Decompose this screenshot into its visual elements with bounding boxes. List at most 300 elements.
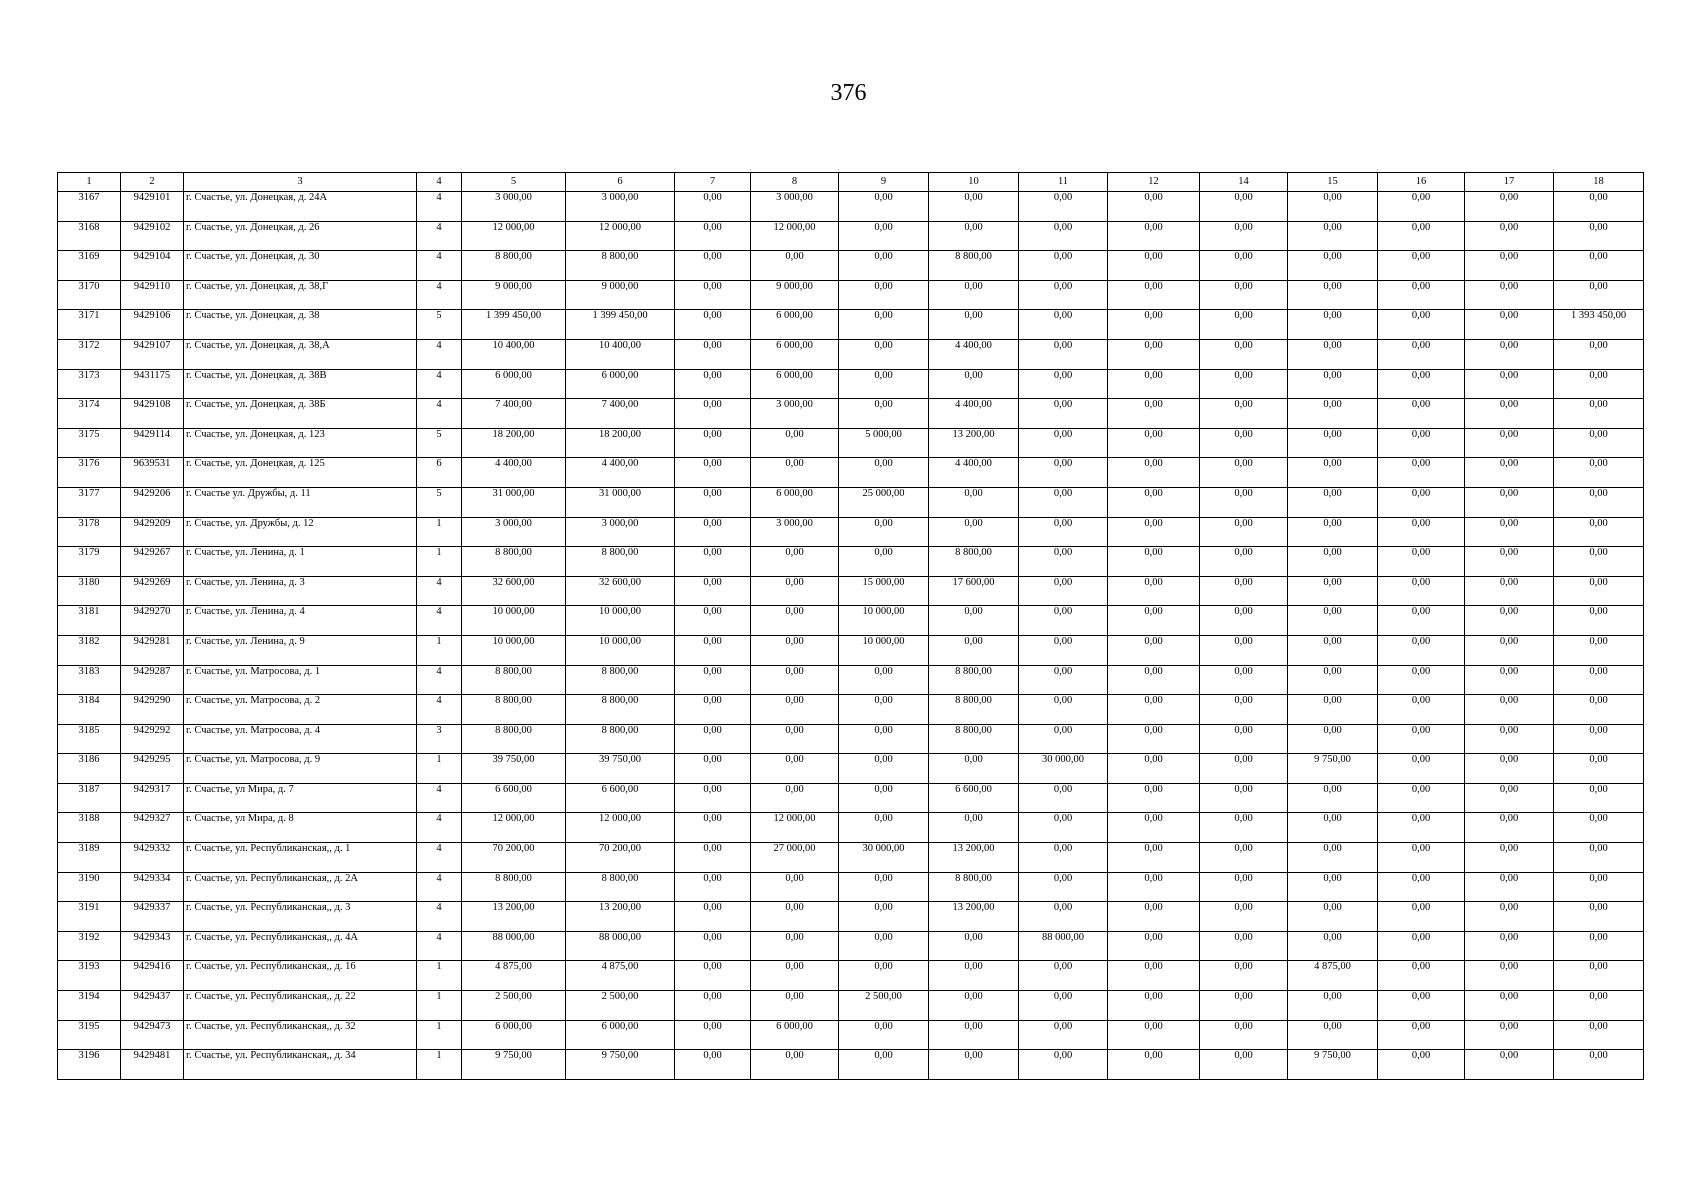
table-cell: 0,00 [751, 724, 839, 754]
table-cell: 8 800,00 [566, 251, 675, 281]
table-cell: 88 000,00 [566, 931, 675, 961]
table-cell: 17 600,00 [929, 576, 1019, 606]
table-cell: 9429206 [121, 487, 184, 517]
address-cell: г. Счастье ул. Дружбы, д. 11 [184, 487, 417, 517]
table-cell: 1 [417, 991, 462, 1021]
table-cell: 3171 [58, 310, 121, 340]
table-cell: 6 600,00 [462, 783, 566, 813]
table-cell: 0,00 [675, 221, 751, 251]
table-cell: 0,00 [1288, 695, 1378, 725]
table-cell: 0,00 [839, 665, 929, 695]
table-row [58, 843, 1644, 873]
table-cell: 0,00 [1465, 724, 1554, 754]
table-cell: 3168 [58, 221, 121, 251]
table-cell: 0,00 [1288, 369, 1378, 399]
table-body [58, 192, 1644, 1080]
table-cell: 0,00 [1200, 813, 1288, 843]
table-cell: 0,00 [929, 1050, 1019, 1080]
table-cell: 0,00 [675, 310, 751, 340]
address-cell: г. Счастье, ул. Ленина, д. 1 [184, 547, 417, 577]
table-cell: 3170 [58, 280, 121, 310]
table-cell: 6 600,00 [566, 783, 675, 813]
table-cell: 2 500,00 [462, 991, 566, 1021]
table-cell: 9429343 [121, 931, 184, 961]
table-row [58, 902, 1644, 932]
table-cell: 0,00 [751, 606, 839, 636]
table-cell: 4 400,00 [462, 458, 566, 488]
table-cell: 0,00 [929, 754, 1019, 784]
table-cell: 0,00 [1108, 310, 1200, 340]
table-cell: 0,00 [1378, 665, 1465, 695]
table-cell: 0,00 [929, 369, 1019, 399]
table-cell: 0,00 [1200, 1050, 1288, 1080]
table-cell: 0,00 [1019, 1020, 1108, 1050]
table-cell: 9 750,00 [462, 1050, 566, 1080]
table-header [58, 173, 1644, 192]
table-cell: 0,00 [1465, 1020, 1554, 1050]
table-cell: 4 [417, 280, 462, 310]
table-cell: 8 800,00 [929, 724, 1019, 754]
table-cell: 0,00 [1378, 310, 1465, 340]
table-cell: 0,00 [1554, 428, 1644, 458]
table-cell: 3186 [58, 754, 121, 784]
table-cell: 0,00 [1019, 606, 1108, 636]
table-cell: 0,00 [1378, 399, 1465, 429]
table-cell: 6 000,00 [751, 339, 839, 369]
table-cell: 4 [417, 872, 462, 902]
table-cell: 25 000,00 [839, 487, 929, 517]
address-cell: г. Счастье, ул. Республиканская,, д. 4А [184, 931, 417, 961]
table-cell: 3 000,00 [462, 517, 566, 547]
table-cell: 0,00 [839, 369, 929, 399]
table-cell: 0,00 [1554, 280, 1644, 310]
table-cell: 0,00 [751, 931, 839, 961]
header-row [58, 173, 1644, 192]
table-cell: 0,00 [1019, 724, 1108, 754]
table-cell: 0,00 [1108, 695, 1200, 725]
table-cell: 0,00 [1288, 547, 1378, 577]
column-header: 4 [417, 173, 462, 192]
table-cell: 0,00 [1554, 547, 1644, 577]
table-cell: 8 800,00 [929, 665, 1019, 695]
table-cell: 0,00 [1200, 872, 1288, 902]
table-cell: 0,00 [1378, 1050, 1465, 1080]
table-cell: 0,00 [1378, 843, 1465, 873]
table-cell: 0,00 [1465, 665, 1554, 695]
table-cell: 3 000,00 [462, 192, 566, 222]
table-cell: 0,00 [675, 606, 751, 636]
table-cell: 0,00 [1108, 1050, 1200, 1080]
table-cell: 0,00 [1554, 221, 1644, 251]
table-cell: 0,00 [1465, 606, 1554, 636]
table-row [58, 547, 1644, 577]
table-cell: 4 [417, 813, 462, 843]
table-cell: 12 000,00 [566, 813, 675, 843]
table-cell: 13 200,00 [929, 843, 1019, 873]
table-cell: 0,00 [675, 783, 751, 813]
table-cell: 0,00 [751, 695, 839, 725]
table-cell: 9 750,00 [1288, 754, 1378, 784]
table-cell: 0,00 [675, 517, 751, 547]
table-cell: 3194 [58, 991, 121, 1021]
table-cell: 0,00 [1019, 872, 1108, 902]
table-cell: 0,00 [1554, 251, 1644, 281]
table-cell: 4 [417, 369, 462, 399]
table-row [58, 251, 1644, 281]
table-cell: 0,00 [1108, 961, 1200, 991]
table-cell: 9 000,00 [751, 280, 839, 310]
table-cell: 0,00 [839, 724, 929, 754]
column-header: 18 [1554, 173, 1644, 192]
table-cell: 9429110 [121, 280, 184, 310]
table-cell: 0,00 [1465, 428, 1554, 458]
table-cell: 0,00 [1465, 192, 1554, 222]
table-cell: 3190 [58, 872, 121, 902]
table-row [58, 1050, 1644, 1080]
table-row [58, 310, 1644, 340]
table-cell: 0,00 [1288, 783, 1378, 813]
table-cell: 0,00 [1200, 961, 1288, 991]
table-cell: 9 000,00 [566, 280, 675, 310]
table-cell: 1 [417, 961, 462, 991]
table-cell: 0,00 [1019, 399, 1108, 429]
table-cell: 0,00 [1288, 487, 1378, 517]
table-cell: 6 000,00 [566, 369, 675, 399]
table-cell: 6 000,00 [566, 1020, 675, 1050]
table-cell: 6 000,00 [751, 1020, 839, 1050]
table-cell: 0,00 [1554, 931, 1644, 961]
table-cell: 0,00 [929, 991, 1019, 1021]
table-cell: 0,00 [675, 192, 751, 222]
table-cell: 4 400,00 [929, 399, 1019, 429]
table-cell: 4 [417, 576, 462, 606]
table-cell: 0,00 [1019, 902, 1108, 932]
table-cell: 0,00 [675, 872, 751, 902]
table-cell: 0,00 [1465, 1050, 1554, 1080]
column-header: 6 [566, 173, 675, 192]
address-cell: г. Счастье, ул. Ленина, д. 9 [184, 635, 417, 665]
table-cell: 0,00 [1554, 1020, 1644, 1050]
table-cell: 88 000,00 [462, 931, 566, 961]
table-cell: 30 000,00 [839, 843, 929, 873]
table-cell: 9 000,00 [462, 280, 566, 310]
table-cell: 0,00 [675, 576, 751, 606]
table-cell: 9429108 [121, 399, 184, 429]
table-cell: 0,00 [1108, 547, 1200, 577]
table-row [58, 576, 1644, 606]
table-cell: 1 [417, 1020, 462, 1050]
table-cell: 0,00 [1200, 931, 1288, 961]
table-cell: 0,00 [1200, 843, 1288, 873]
table-row [58, 280, 1644, 310]
table-cell: 0,00 [839, 1020, 929, 1050]
table-cell: 18 200,00 [566, 428, 675, 458]
table-cell: 4 400,00 [929, 458, 1019, 488]
table-cell: 3188 [58, 813, 121, 843]
table-cell: 0,00 [1554, 843, 1644, 873]
table-cell: 0,00 [1019, 487, 1108, 517]
table-cell: 0,00 [1554, 369, 1644, 399]
table-cell: 5 000,00 [839, 428, 929, 458]
table-cell: 0,00 [751, 576, 839, 606]
table-cell: 5 [417, 428, 462, 458]
table-cell: 0,00 [1465, 221, 1554, 251]
table-cell: 3 000,00 [751, 192, 839, 222]
table-cell: 0,00 [1288, 902, 1378, 932]
table-cell: 0,00 [1288, 192, 1378, 222]
table-cell: 12 000,00 [462, 221, 566, 251]
table-cell: 0,00 [1554, 339, 1644, 369]
table-cell: 3 [417, 724, 462, 754]
table-cell: 3169 [58, 251, 121, 281]
table-cell: 0,00 [929, 280, 1019, 310]
table-cell: 0,00 [1465, 369, 1554, 399]
table-cell: 0,00 [1200, 695, 1288, 725]
table-cell: 1 393 450,00 [1554, 310, 1644, 340]
table-row [58, 665, 1644, 695]
table-cell: 8 800,00 [462, 724, 566, 754]
address-cell: г. Счастье, ул. Республиканская,, д. 34 [184, 1050, 417, 1080]
table-cell: 0,00 [1200, 783, 1288, 813]
table-cell: 0,00 [929, 813, 1019, 843]
table-cell: 0,00 [1108, 606, 1200, 636]
table-cell: 6 000,00 [751, 310, 839, 340]
table-cell: 0,00 [839, 813, 929, 843]
table-cell: 0,00 [675, 665, 751, 695]
table-cell: 3175 [58, 428, 121, 458]
table-cell: 0,00 [1378, 902, 1465, 932]
table-cell: 0,00 [1019, 251, 1108, 281]
table-cell: 0,00 [1019, 695, 1108, 725]
table-cell: 0,00 [675, 695, 751, 725]
table-cell: 3174 [58, 399, 121, 429]
table-cell: 9429102 [121, 221, 184, 251]
table-cell: 0,00 [1554, 754, 1644, 784]
address-cell: г. Счастье, ул. Матросова, д. 1 [184, 665, 417, 695]
table-cell: 0,00 [1465, 487, 1554, 517]
address-cell: г. Счастье, ул. Донецкая, д. 38,Г [184, 280, 417, 310]
table-cell: 8 800,00 [566, 547, 675, 577]
table-cell: 0,00 [1378, 517, 1465, 547]
table-cell: 0,00 [1465, 754, 1554, 784]
table-cell: 0,00 [1465, 280, 1554, 310]
table-cell: 10 400,00 [566, 339, 675, 369]
table-cell: 0,00 [1108, 872, 1200, 902]
table-cell: 0,00 [1288, 843, 1378, 873]
table-cell: 0,00 [1288, 280, 1378, 310]
table-cell: 0,00 [1378, 695, 1465, 725]
table-cell: 0,00 [839, 961, 929, 991]
table-cell: 3 000,00 [566, 517, 675, 547]
table-cell: 0,00 [839, 872, 929, 902]
table-cell: 31 000,00 [566, 487, 675, 517]
table-cell: 0,00 [1288, 399, 1378, 429]
table-cell: 3179 [58, 547, 121, 577]
table-row [58, 695, 1644, 725]
table-cell: 0,00 [751, 458, 839, 488]
table-cell: 0,00 [1108, 754, 1200, 784]
column-header: 15 [1288, 173, 1378, 192]
table-cell: 3176 [58, 458, 121, 488]
table-cell: 3189 [58, 843, 121, 873]
table-cell: 0,00 [751, 635, 839, 665]
table-cell: 0,00 [1019, 339, 1108, 369]
table-cell: 8 800,00 [462, 695, 566, 725]
table-row [58, 339, 1644, 369]
table-cell: 0,00 [1378, 1020, 1465, 1050]
table-cell: 0,00 [1554, 458, 1644, 488]
table-cell: 8 800,00 [566, 872, 675, 902]
table-cell: 0,00 [929, 931, 1019, 961]
address-cell: г. Счастье, ул. Республиканская,, д. 2А [184, 872, 417, 902]
table-cell: 3173 [58, 369, 121, 399]
table-cell: 0,00 [1288, 576, 1378, 606]
table-cell: 13 200,00 [566, 902, 675, 932]
address-cell: г. Счастье, ул. Республиканская,, д. 1 [184, 843, 417, 873]
table-row [58, 458, 1644, 488]
table-cell: 9429327 [121, 813, 184, 843]
address-cell: г. Счастье, ул. Республиканская,, д. 16 [184, 961, 417, 991]
table-row [58, 961, 1644, 991]
table-cell: 0,00 [1019, 665, 1108, 695]
table-cell: 0,00 [839, 310, 929, 340]
table-cell: 9639531 [121, 458, 184, 488]
table-cell: 13 200,00 [929, 428, 1019, 458]
table-cell: 9429101 [121, 192, 184, 222]
table-cell: 0,00 [1019, 1050, 1108, 1080]
table-cell: 0,00 [1108, 251, 1200, 281]
table-cell: 0,00 [1108, 902, 1200, 932]
table-row [58, 428, 1644, 458]
table-cell: 31 000,00 [462, 487, 566, 517]
address-cell: г. Счастье, ул. Донецкая, д. 123 [184, 428, 417, 458]
table-cell: 0,00 [1378, 369, 1465, 399]
column-header: 8 [751, 173, 839, 192]
table-cell: 3167 [58, 192, 121, 222]
table-cell: 4 875,00 [1288, 961, 1378, 991]
table-cell: 0,00 [839, 1050, 929, 1080]
table-cell: 0,00 [675, 280, 751, 310]
table-cell: 0,00 [1200, 517, 1288, 547]
table-cell: 0,00 [1378, 576, 1465, 606]
table-cell: 9429290 [121, 695, 184, 725]
table-cell: 0,00 [1019, 428, 1108, 458]
table-cell: 9429473 [121, 1020, 184, 1050]
table-cell: 0,00 [1465, 872, 1554, 902]
table-cell: 0,00 [1554, 192, 1644, 222]
table-cell: 9429104 [121, 251, 184, 281]
table-cell: 0,00 [1465, 339, 1554, 369]
address-cell: г. Счастье, ул. Матросова, д. 2 [184, 695, 417, 725]
table-cell: 0,00 [751, 547, 839, 577]
table-cell: 0,00 [1019, 961, 1108, 991]
table-cell: 3 000,00 [751, 517, 839, 547]
table-cell: 0,00 [929, 1020, 1019, 1050]
table-cell: 0,00 [1019, 369, 1108, 399]
table-cell: 70 200,00 [462, 843, 566, 873]
table-cell: 0,00 [839, 547, 929, 577]
table-cell: 0,00 [1288, 251, 1378, 281]
table-cell: 0,00 [751, 991, 839, 1021]
table-cell: 0,00 [751, 665, 839, 695]
table-row [58, 813, 1644, 843]
table-row [58, 517, 1644, 547]
table-cell: 13 200,00 [462, 902, 566, 932]
table-cell: 8 800,00 [462, 872, 566, 902]
table-cell: 4 [417, 931, 462, 961]
table-row [58, 399, 1644, 429]
column-header: 9 [839, 173, 929, 192]
table-cell: 4 [417, 251, 462, 281]
table-cell: 9429267 [121, 547, 184, 577]
table-cell: 4 400,00 [929, 339, 1019, 369]
table-cell: 0,00 [839, 517, 929, 547]
table-cell: 6 [417, 458, 462, 488]
table-cell: 4 [417, 783, 462, 813]
table-cell: 0,00 [675, 339, 751, 369]
table-cell: 9429437 [121, 991, 184, 1021]
table-row [58, 487, 1644, 517]
table-cell: 0,00 [1465, 902, 1554, 932]
table-cell: 0,00 [929, 487, 1019, 517]
table-cell: 0,00 [839, 339, 929, 369]
table-cell: 0,00 [1378, 813, 1465, 843]
table-cell: 0,00 [1288, 724, 1378, 754]
table-cell: 1 [417, 517, 462, 547]
address-cell: г. Счастье, ул. Донецкая, д. 24А [184, 192, 417, 222]
table-cell: 32 600,00 [462, 576, 566, 606]
table-cell: 0,00 [1378, 428, 1465, 458]
table-cell: 3181 [58, 606, 121, 636]
table-cell: 39 750,00 [462, 754, 566, 784]
address-cell: г. Счастье, ул. Матросова, д. 9 [184, 754, 417, 784]
table-cell: 3 000,00 [751, 399, 839, 429]
table-cell: 1 399 450,00 [566, 310, 675, 340]
table-cell: 0,00 [1465, 695, 1554, 725]
table-cell: 0,00 [1554, 724, 1644, 754]
table-cell: 3178 [58, 517, 121, 547]
table-cell: 6 000,00 [462, 369, 566, 399]
column-header: 7 [675, 173, 751, 192]
table-cell: 0,00 [1288, 872, 1378, 902]
table-cell: 7 400,00 [566, 399, 675, 429]
address-cell: г. Счастье, ул. Республиканская,, д. 32 [184, 1020, 417, 1050]
address-cell: г. Счастье, ул. Донецкая, д. 38В [184, 369, 417, 399]
table-cell: 3187 [58, 783, 121, 813]
address-cell: г. Счастье, ул. Донецкая, д. 38Б [184, 399, 417, 429]
table-cell: 0,00 [1554, 399, 1644, 429]
table-row [58, 991, 1644, 1021]
table-cell: 0,00 [1465, 517, 1554, 547]
table-cell: 0,00 [1465, 458, 1554, 488]
table-cell: 0,00 [839, 695, 929, 725]
table-cell: 8 800,00 [462, 251, 566, 281]
table-cell: 0,00 [675, 399, 751, 429]
table-cell: 0,00 [1200, 902, 1288, 932]
table-cell: 0,00 [675, 961, 751, 991]
table-cell: 0,00 [839, 399, 929, 429]
table-cell: 0,00 [1465, 843, 1554, 873]
table-cell: 0,00 [1200, 665, 1288, 695]
table-cell: 0,00 [675, 369, 751, 399]
table-cell: 0,00 [1019, 813, 1108, 843]
table-cell: 18 200,00 [462, 428, 566, 458]
table-cell: 12 000,00 [751, 813, 839, 843]
table-cell: 0,00 [1288, 339, 1378, 369]
table-cell: 3180 [58, 576, 121, 606]
table-cell: 9429281 [121, 635, 184, 665]
table-cell: 4 [417, 695, 462, 725]
